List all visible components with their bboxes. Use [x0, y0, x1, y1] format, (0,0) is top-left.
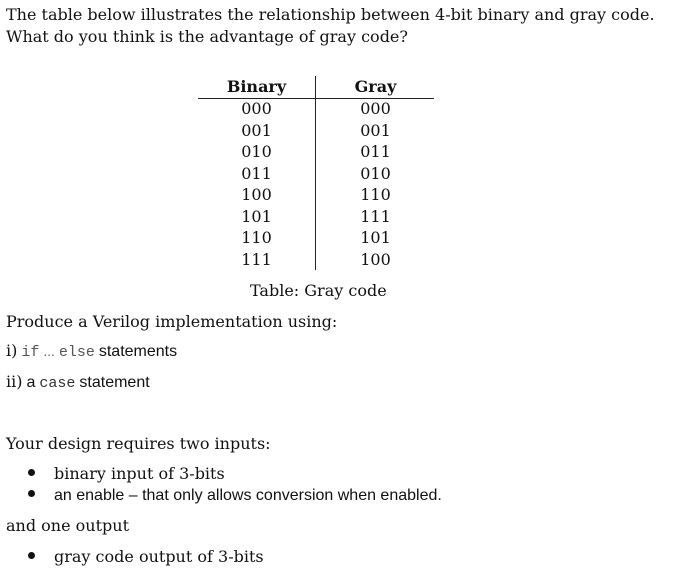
item-ii-marker: ii) — [6, 372, 23, 391]
list-item-if-else — [6, 340, 177, 364]
binary-cell: 000 — [241, 99, 272, 118]
binary-column — [198, 76, 315, 270]
binary-cell: 010 — [241, 142, 272, 161]
gray-cell: 110 — [360, 185, 391, 204]
item-ii-suffix: statement — [79, 374, 150, 391]
gray-cell: 011 — [360, 142, 391, 161]
keyword-case: case — [39, 375, 76, 392]
outputs-heading: and one output — [6, 516, 130, 535]
gray-column — [317, 76, 434, 270]
bullet-icon — [28, 552, 35, 559]
binary-header: Binary — [226, 77, 287, 96]
ellipsis: ... — [43, 345, 55, 359]
binary-cell: 001 — [241, 120, 272, 140]
binary-cell: 100 — [241, 185, 272, 204]
keyword-else: else — [58, 344, 95, 361]
gray-cell: 000 — [360, 99, 391, 118]
gray-cell: 010 — [360, 163, 391, 183]
item-ii-article: a — [26, 374, 36, 391]
gray-cell: 100 — [360, 249, 391, 269]
bullet-icon — [28, 469, 35, 476]
list-item — [28, 546, 264, 568]
binary-cell: 101 — [241, 206, 272, 226]
binary-cell: 111 — [241, 249, 272, 269]
binary-cell: 110 — [241, 228, 272, 247]
bullet-icon — [28, 490, 35, 497]
gray-header: Gray — [354, 77, 397, 96]
item-i-suffix: statements — [98, 343, 178, 360]
gray-code-table — [198, 76, 434, 272]
gray-cell: 101 — [360, 228, 391, 247]
inputs-heading: Your design requires two inputs: — [6, 434, 271, 453]
list-item — [28, 463, 225, 485]
gray-cell: 111 — [360, 206, 391, 226]
binary-cell: 011 — [241, 163, 272, 183]
keyword-if: if — [21, 344, 40, 361]
gray-cell: 001 — [360, 120, 391, 140]
input-enable-text: an enable – that only allows conversion when enabled. — [54, 487, 442, 504]
table-header-rule — [198, 98, 434, 99]
output-gray-text: gray code output of 3-bits — [54, 547, 264, 566]
produce-instruction: Produce a Verilog implementation using: — [6, 312, 338, 331]
question-text: The table below illustrates the relationship between 4-bit binary and gray code. What do you think is the advantage of gray code? — [6, 5, 655, 46]
list-item — [28, 485, 442, 507]
item-i-marker: i) — [6, 341, 18, 360]
list-item-case — [6, 371, 150, 395]
input-binary-text: binary input of 3-bits — [54, 464, 225, 483]
table-caption: Table: Gray code — [250, 281, 387, 300]
table-column-divider — [315, 76, 316, 270]
